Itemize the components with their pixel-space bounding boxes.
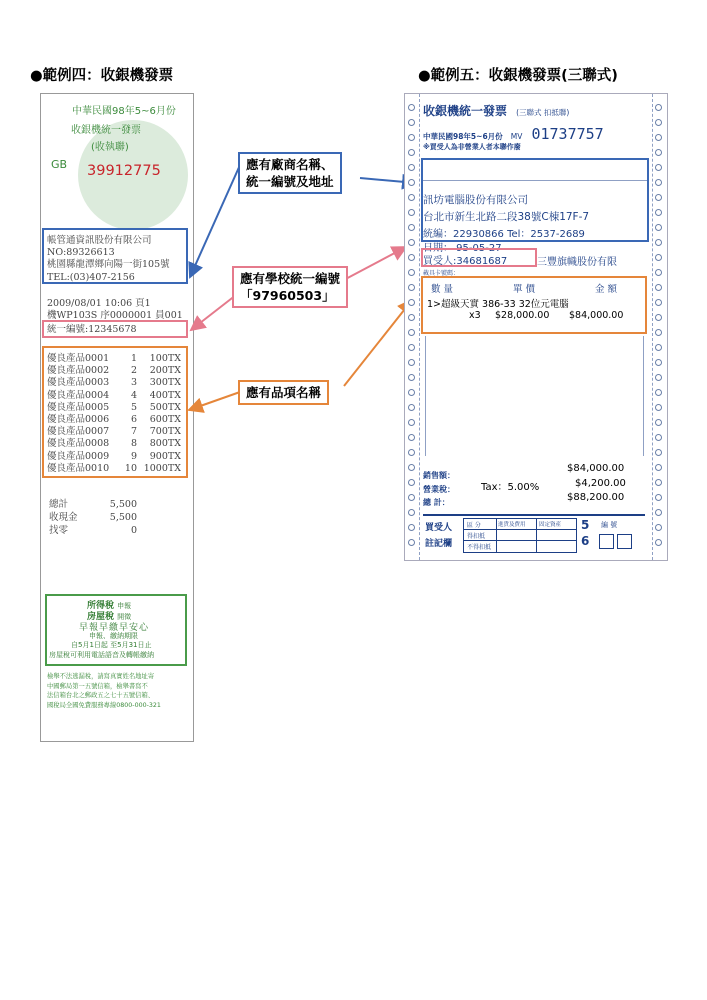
total-label: 總計 [49,499,69,510]
perforation-hole [408,194,415,201]
r5-header [423,100,647,118]
r5-non-deductible: 不得扣抵 [467,544,492,551]
r5-buyer-name: 三豐旗幟股份有限 [537,257,617,268]
item-name: 優良產品0002 [47,365,110,377]
perforation-hole [655,494,662,501]
school-callout-line: 應有學校統一編號 [240,271,341,286]
footer-line: 國稅局全國免費服務專線0800-000-321 [47,701,161,709]
tax1: 所得稅 [87,601,115,611]
r5-body-line-right [643,336,644,456]
seller-line: 帳管通資訊股份有限公司 [47,235,152,246]
tax-ad-slogan: 早報早繳早安心 [79,623,150,633]
item-name: 優良產品0009 [47,450,110,462]
r5-item-qty: x3 [469,310,481,321]
tax-ad-payment: 房屋稅可利用電話語音及轉帳繳納 [49,651,154,659]
item-qty: 2 [130,365,137,377]
items-callout: 應有品項名稱 [238,380,329,405]
perforation-hole [655,419,662,426]
perforation-hole [655,269,662,276]
tax2: 房屋稅 [87,612,115,622]
perforation-hole [408,509,415,516]
r5-buyer-highlight-box [421,248,537,267]
perforation-hole [408,434,415,441]
perforation-hole [408,239,415,246]
example-five-heading: ●範例五：收銀機發票(三聯式) [418,68,618,84]
item-name: 優良產品0001 [47,353,110,364]
perforation-hole [408,389,415,396]
seller-line: NO:89326613 [47,247,115,259]
school-arrow-right [340,247,406,282]
r5-col-price: 單 價 [513,284,536,295]
r5-category-grid [463,518,577,553]
item-qty: 9 [130,450,137,462]
r5-type-note: (三聯式 扣抵聯) [516,108,570,117]
r5-cat-c2: 固定資產 [539,522,562,528]
r5-code-box [599,534,614,549]
perforation-hole [655,344,662,351]
footer-line: 法信箱台北之郵政五之七十五號信箱、 [47,692,155,699]
item-name: 優良產品0007 [47,426,110,438]
r5-code-box [617,534,632,549]
r5-item-amount: $84,000.00 [569,310,624,321]
seller-arrow-left [190,165,240,277]
r5-period-row [423,124,604,143]
perforation-hole [655,284,662,291]
receipt-four-date: 2009/08/01 10:06 頁1 [47,298,151,309]
item-amount: 700TX [149,426,181,438]
perforation-hole [408,419,415,426]
receipt-four-title: 收銀機統一發票 [71,125,141,136]
r5-tax-label: 營業稅： [423,485,455,494]
seller-callout-line: 統一編號及地址 [246,174,334,189]
tax2-note: 開徵 [117,613,132,621]
r5-body-line-left [425,336,426,456]
total-value: 5,500 [109,512,137,523]
tax1-note: 申報 [117,602,132,610]
item-amount: 300TX [149,377,181,389]
perforation-hole [408,134,415,141]
footer-line: 中國郵局第一五號信箱，檢舉書寫不 [47,682,148,690]
perforation-hole [408,449,415,456]
r5-track: MV [510,132,523,141]
perforation-hole [655,179,662,186]
item-name: 優良產品0003 [47,377,110,389]
perforation-hole [655,104,662,111]
receipt-four-copy: (收執聯) [91,142,129,153]
r5-items-highlight-box [421,276,647,334]
perforation-hole [408,374,415,381]
perforation-hole [655,164,662,171]
perforation-hole [655,299,662,306]
item-name: 優良產品0005 [47,401,110,413]
footer-line: 檢舉不法逃漏稅，請寫真實姓名地址寄 [47,673,155,680]
perforation-hole [655,254,662,261]
item-qty: 1 [130,353,137,364]
r5-total: $88,200.00 [567,492,625,503]
receipt-four-number: 39912775 [87,163,161,179]
item-amount: 400TX [149,389,181,401]
perforation-hole [655,404,662,411]
perforation-hole [655,449,662,456]
r5-code-label: 編 號 [601,521,618,529]
school-callout-line: 「97960503」 [240,288,335,303]
r5-sales-label: 銷售額： [423,471,455,480]
r5-note: ※買受人為非營業人者本聯作廢 [423,143,521,151]
perforation-hole [408,539,415,546]
perforation-hole [408,119,415,126]
perforation-hole [655,119,662,126]
r5-remark-label: 註記欄 [425,539,453,549]
perforation-hole [408,299,415,306]
item-amount: 800TX [149,438,181,450]
item-name: 優良產品0010 [47,462,110,474]
item-qty: 10 [124,462,137,474]
item-qty: 7 [130,426,137,438]
item-amount: 500TX [149,401,181,413]
perforation-hole [655,434,662,441]
r5-tax: $4,200.00 [575,478,626,489]
example-four-heading: ●範例四：收銀機發票 [30,68,174,84]
perforation-hole [408,209,415,216]
item-name: 優良產品0004 [47,389,110,401]
item-amount: 100TX [149,353,181,364]
school-callout [232,266,348,308]
perforation-hole [655,464,662,471]
perforation-hole [408,524,415,531]
tax-ad-deadline: 申報、繳納期限 [89,632,138,640]
items-arrow-left [189,392,240,410]
item-qty: 3 [130,377,137,389]
perforation-hole [408,494,415,501]
item-qty: 4 [130,389,137,401]
perforation-hole [408,104,415,111]
item-qty: 8 [130,438,137,450]
item-qty: 6 [130,414,137,426]
perforation-hole [655,389,662,396]
perforation-hole [408,179,415,186]
perforation-hole [408,314,415,321]
perforation-hole [655,374,662,381]
r5-title: 收銀機統一發票 [423,104,508,118]
r5-tax-rate: Tax：5.00% [481,482,540,493]
total-value: 5,500 [109,499,137,510]
perforation-hole [655,134,662,141]
seller-line: 桃園縣龍潭鄉向陽一街105號 [47,259,170,271]
perforation-hole [408,224,415,231]
r5-number: 01737757 [531,125,604,143]
perforation-hole [655,239,662,246]
r5-date: 日期： 95-05-27 [423,243,502,254]
item-name: 優良產品0006 [47,414,110,426]
perforation-hole [408,254,415,261]
perforation-hole [408,464,415,471]
r5-cat-c1: 進貨及費用 [498,522,526,528]
perforation-hole [655,224,662,231]
item-amount: 1000TX [143,462,181,474]
perforation-hole [408,404,415,411]
item-qty: 5 [130,401,137,413]
seller-line: TEL:(03)407-2156 [47,271,135,283]
receipt-four-machine: 機WP103S 序0000001 員001 [47,310,183,321]
school-arrow-left [191,295,236,330]
perforation-hole [408,284,415,291]
item-amount: 200TX [149,365,181,377]
perforation-hole [655,509,662,516]
r5-seller-name: 訊坊電腦股份有限公司 [423,194,528,206]
perforation-hole [408,269,415,276]
perforation-hole [655,194,662,201]
r5-seller-highlight-box [421,158,649,242]
item-amount: 600TX [149,414,181,426]
perforation-hole [655,479,662,486]
perforation-hole [408,164,415,171]
r5-buyer-box [423,514,645,554]
perforation-hole [655,359,662,366]
receipt-four-buyer-id: 統一編號:12345678 [47,324,137,335]
total-label: 找零 [49,525,69,536]
perforation-hole [408,479,415,486]
r5-code2: 6 [581,534,590,548]
r5-seller-ids: 統編：22930866 Tel：2537-2689 [423,229,585,240]
r5-code1: 5 [581,518,590,532]
r5-deductible: 得扣抵 [467,533,486,540]
tax-ad-dates: 自5月1日起 至5月31日止 [71,641,152,649]
perforation-hole [408,359,415,366]
r5-col-qty: 數 量 [431,284,454,295]
perforation-hole [408,149,415,156]
total-value: 0 [130,525,137,536]
seller-callout [238,152,342,194]
item-name: 優良產品0008 [47,438,110,450]
r5-sales: $84,000.00 [567,463,625,474]
perforation-hole [655,539,662,546]
receipt-four-period: 中華民國98年5~6月份 [72,106,176,117]
perforation-hole [655,209,662,216]
r5-total-label: 總 計： [423,498,450,507]
perforation-hole [408,344,415,351]
perforation-hole [408,329,415,336]
item-amount: 900TX [149,450,181,462]
items-arrow-right [344,300,412,386]
r5-period: 中華民國98年5~6月份 [423,132,503,141]
perforation-hole [655,329,662,336]
r5-item-line: 1>超級天實 386-33 32位元電腦 [427,299,569,310]
total-label: 收現金 [49,512,78,523]
r5-item-price: $28,000.00 [495,310,550,321]
r5-seller-address: 台北市新生北路二段38號C棟17F-7 [423,211,590,223]
r5-col-amount: 金 額 [595,284,618,295]
receipt-four-gb: GB [51,158,68,171]
r5-card-label: 載具卡號碼： [423,270,460,277]
perforation-hole [655,149,662,156]
receipt-five [404,93,668,561]
r5-divider [423,180,647,181]
r5-cat: 區 分 [467,522,481,529]
r5-buyer-box-label: 買受人 [425,523,453,533]
perforation-hole [655,524,662,531]
seller-callout-line: 應有廠商名稱、 [246,157,334,172]
perforation-hole [655,314,662,321]
r5-buyer-id: 買受人:34681687 [423,256,508,267]
